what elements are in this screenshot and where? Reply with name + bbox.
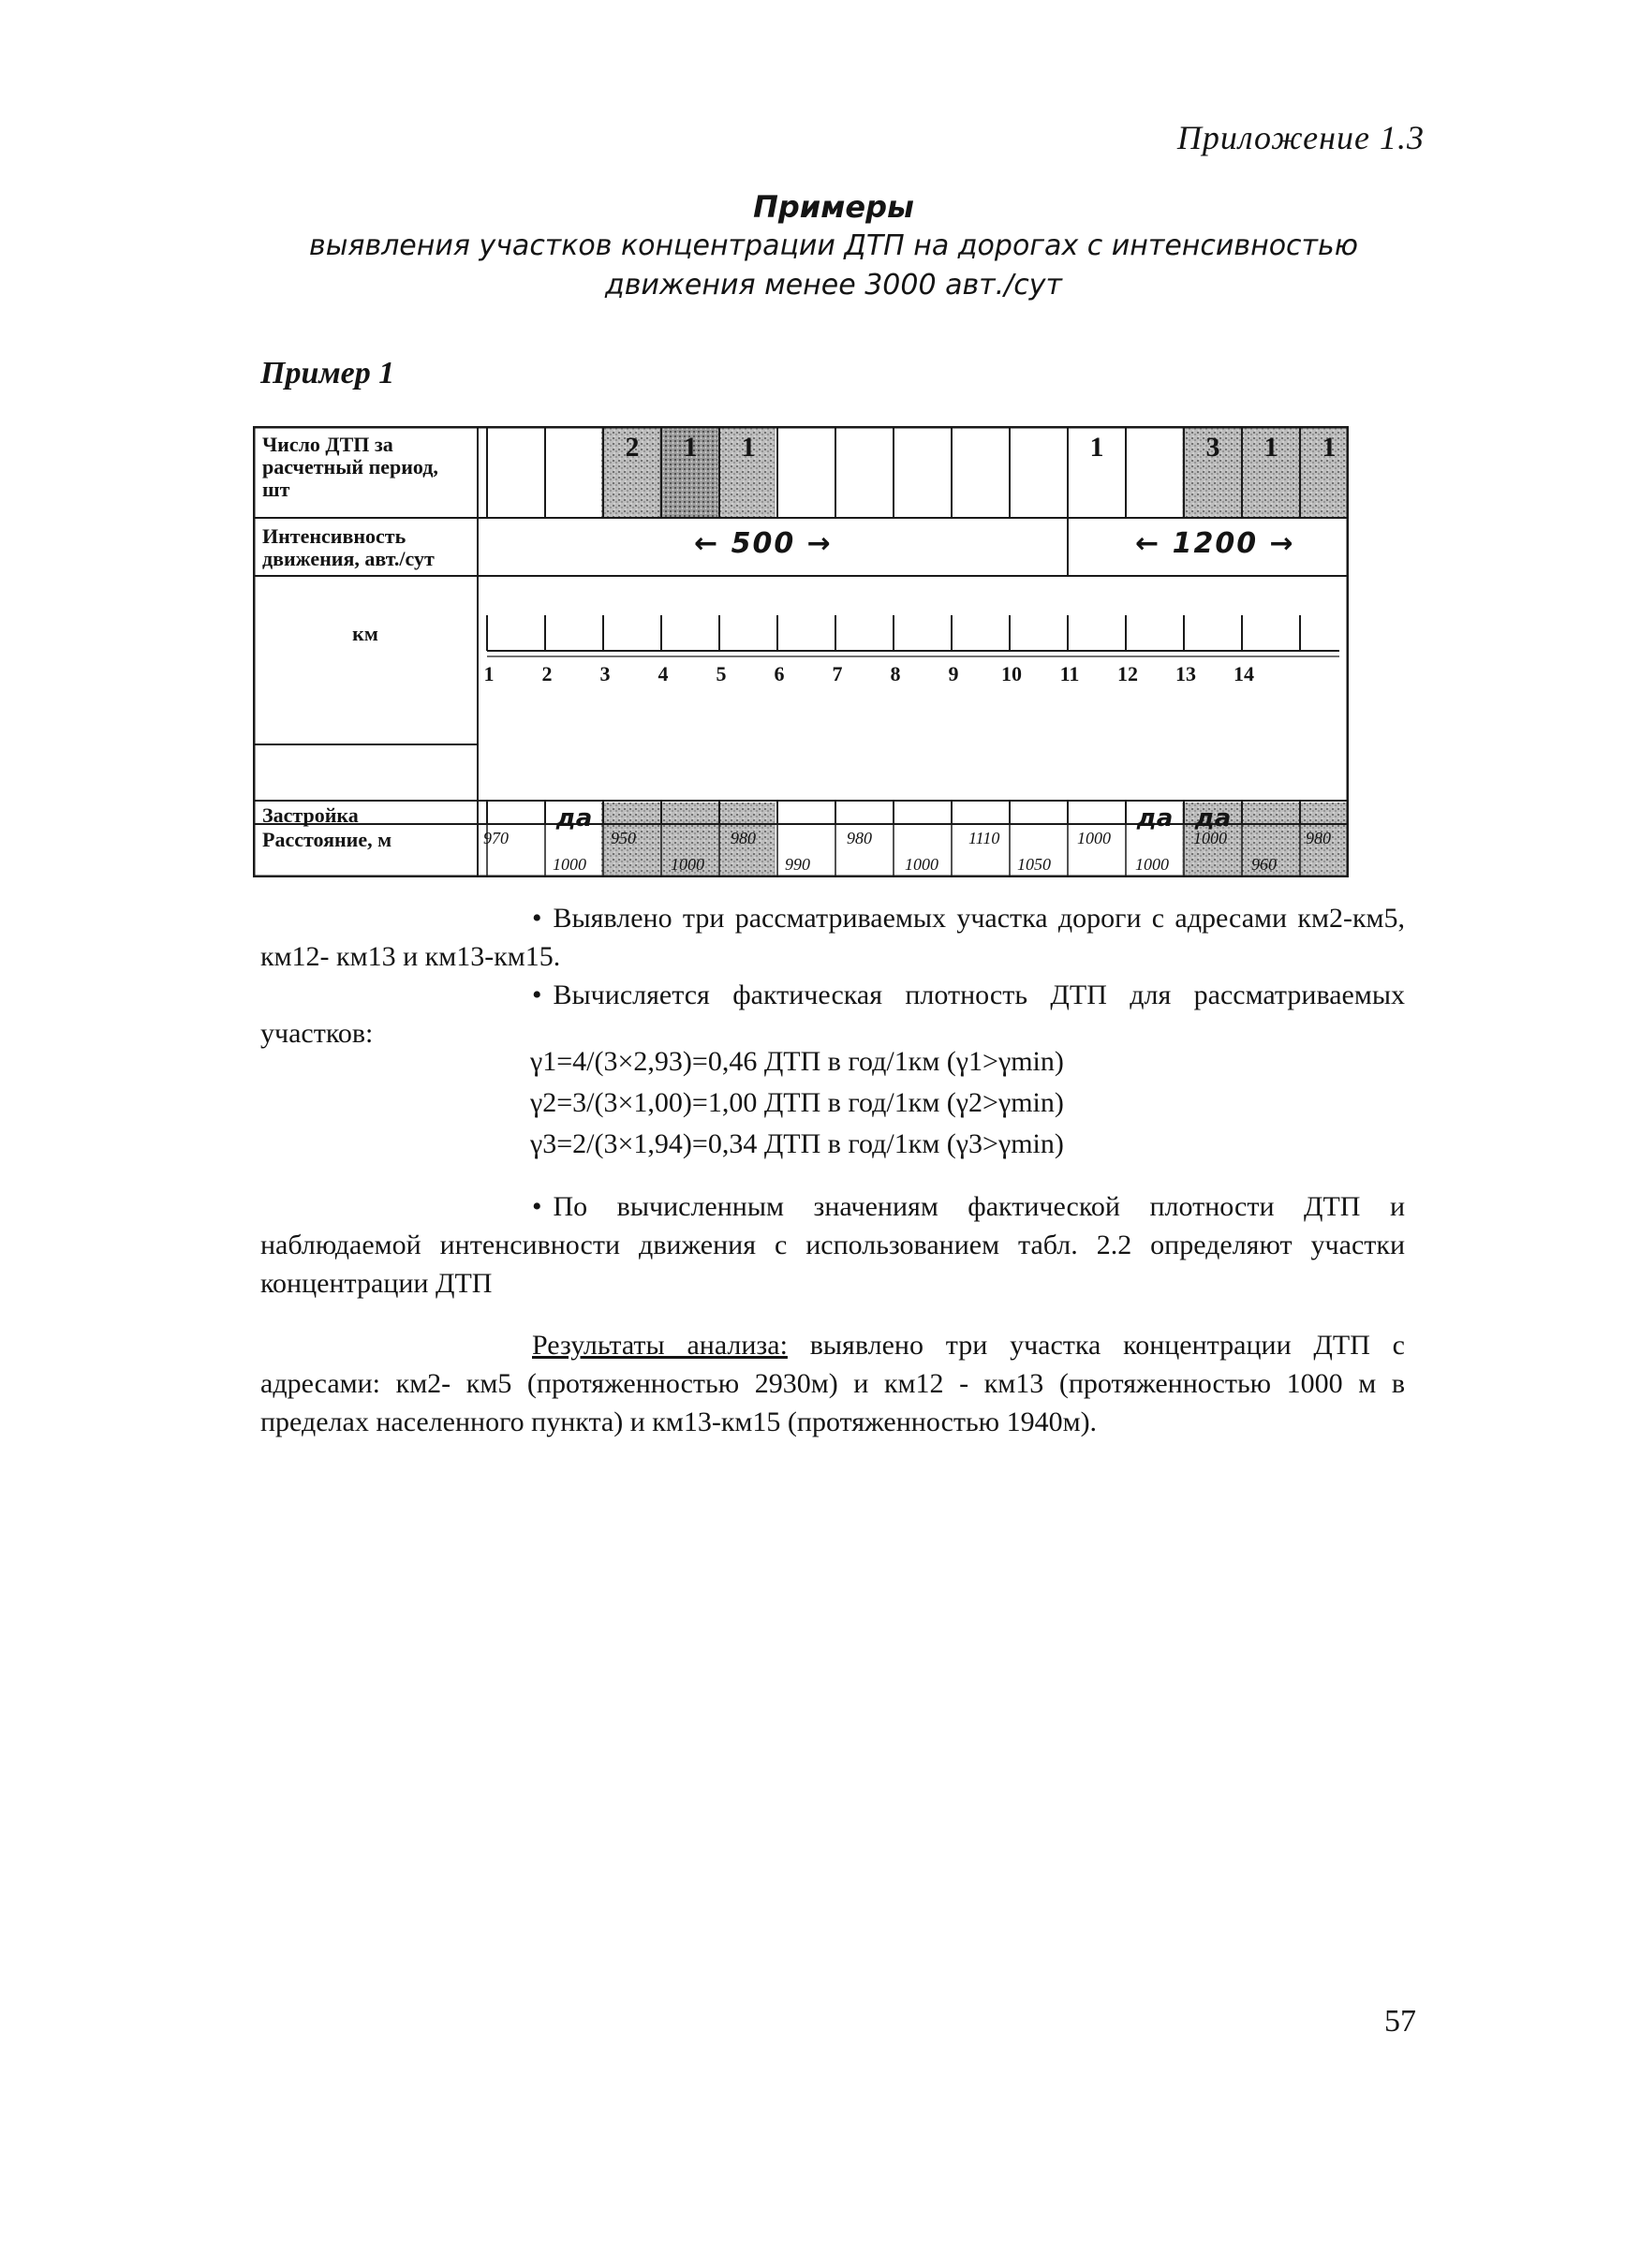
row-label-km: км xyxy=(352,622,378,645)
distance-value: 970 xyxy=(483,829,509,847)
results-paragraph xyxy=(260,1326,1405,1441)
km-mark-label: 2 xyxy=(541,662,553,685)
distance-value: 1000 xyxy=(671,855,704,874)
km-mark-label: 11 xyxy=(1059,662,1080,685)
bullet-1-text: Выявлено три рассматриваемых участка дороги с адресами км2-км5, км12- км13 и км13-км15. xyxy=(260,903,1405,972)
km-mark-label: 9 xyxy=(948,662,959,685)
title-sub: выявления участков концентрации ДТП на дорогах с интенсивностью движения менее 3000 авт./сут xyxy=(309,229,1358,302)
results-label: Результаты анализа: xyxy=(532,1330,788,1361)
row-label-distance: Расстояние, м xyxy=(262,828,392,851)
formula-2: γ2=3/(3×1,00)=1,00 ДТП в год/1км (γ2>γmin) xyxy=(530,1087,1064,1118)
example-label: Пример 1 xyxy=(260,356,395,390)
bullet-2: • Вычисляется фактическая плотность ДТП для рассматриваемых участков: xyxy=(260,979,1405,1049)
distance-value: 960 xyxy=(1251,855,1277,874)
distance-value: 1000 xyxy=(1193,829,1227,847)
km-mark-label: 7 xyxy=(832,662,843,685)
km-mark-label: 13 xyxy=(1175,662,1196,685)
distance-value: 1000 xyxy=(553,855,586,874)
distance-value: 1050 xyxy=(1017,855,1051,874)
building-yes: да xyxy=(1136,804,1174,832)
bullet-1: • Выявлено три рассматриваемых участка дороги с адресами км2-км5, км12- км13 и км13-км15. xyxy=(260,903,1405,972)
km-mark-label: 12 xyxy=(1117,662,1138,685)
title-main: Примеры xyxy=(753,189,914,225)
km-mark-label: 3 xyxy=(599,662,611,685)
distance-value: 1110 xyxy=(968,829,1000,847)
formula-3: γ3=2/(3×1,94)=0,34 ДТП в год/1км (γ3>γmin) xyxy=(530,1128,1064,1159)
accident-count: 3 xyxy=(1205,432,1220,463)
accident-count: 1 xyxy=(741,432,756,463)
intensity-value: ← 500 → xyxy=(694,527,833,560)
appendix-label: Приложение 1.3 xyxy=(1176,119,1425,156)
bullet-3: • По вычисленным значениям фактической плотности ДТП и наблюдаемой интенсивности движения с использованием табл. 2.2 определяют участки концентрации ДТП xyxy=(260,1191,1405,1299)
accident-count: 1 xyxy=(1263,432,1278,463)
km-mark-label: 6 xyxy=(774,662,785,685)
intensity-value: ← 1200 → xyxy=(1135,527,1295,560)
distance-value: 980 xyxy=(1306,829,1331,847)
page-number: 57 xyxy=(1384,2004,1416,2039)
building-yes: да xyxy=(555,804,593,832)
accident-count: 2 xyxy=(625,432,640,463)
km-mark-label: 1 xyxy=(483,662,495,685)
row-label-intensity: Интенсивность движения, авт./сут xyxy=(262,524,435,570)
row-label-buildings: Застройка xyxy=(262,803,359,827)
km-mark-label: 14 xyxy=(1234,662,1254,685)
formula-1: γ1=4/(3×2,93)=0,46 ДТП в год/1км (γ1>γmin) xyxy=(530,1046,1064,1077)
distance-value: 980 xyxy=(731,829,756,847)
results-text: выявлено три участка концентрации ДТП с адресами: км2- км5 (протяженностью 2930м) и км12 - км13 (протяженностью 1000 м в пределах населенного пункта) и км13-км15 (протяженностью 1940м). xyxy=(260,1330,1405,1437)
distance-value: 950 xyxy=(611,829,636,847)
accident-count: 1 xyxy=(683,432,698,463)
distance-value: 980 xyxy=(847,829,872,847)
accident-count: 1 xyxy=(1089,432,1104,463)
km-mark-label: 8 xyxy=(890,662,901,685)
row-label-accidents: Число ДТП за расчетный период, шт xyxy=(262,433,438,501)
km-mark-label: 4 xyxy=(657,662,669,685)
building-yes: да xyxy=(1194,804,1232,832)
bullet-3-text: По вычисленным значениям фактической плотности ДТП и наблюдаемой интенсивности движения с использованием табл. 2.2 определяют участки концентрации ДТП xyxy=(260,1191,1405,1299)
title-block xyxy=(244,187,1424,305)
distance-value: 1000 xyxy=(905,855,938,874)
accident-table xyxy=(253,426,1349,877)
accident-count: 1 xyxy=(1322,432,1337,463)
distance-value: 990 xyxy=(785,855,810,874)
distance-value: 1000 xyxy=(1135,855,1169,874)
distance-value: 1000 xyxy=(1077,829,1111,847)
km-mark-label: 5 xyxy=(716,662,727,685)
bullet-2-text: Вычисляется фактическая плотность ДТП для рассматриваемых участков: xyxy=(260,979,1405,1049)
km-mark-label: 10 xyxy=(1001,662,1022,685)
